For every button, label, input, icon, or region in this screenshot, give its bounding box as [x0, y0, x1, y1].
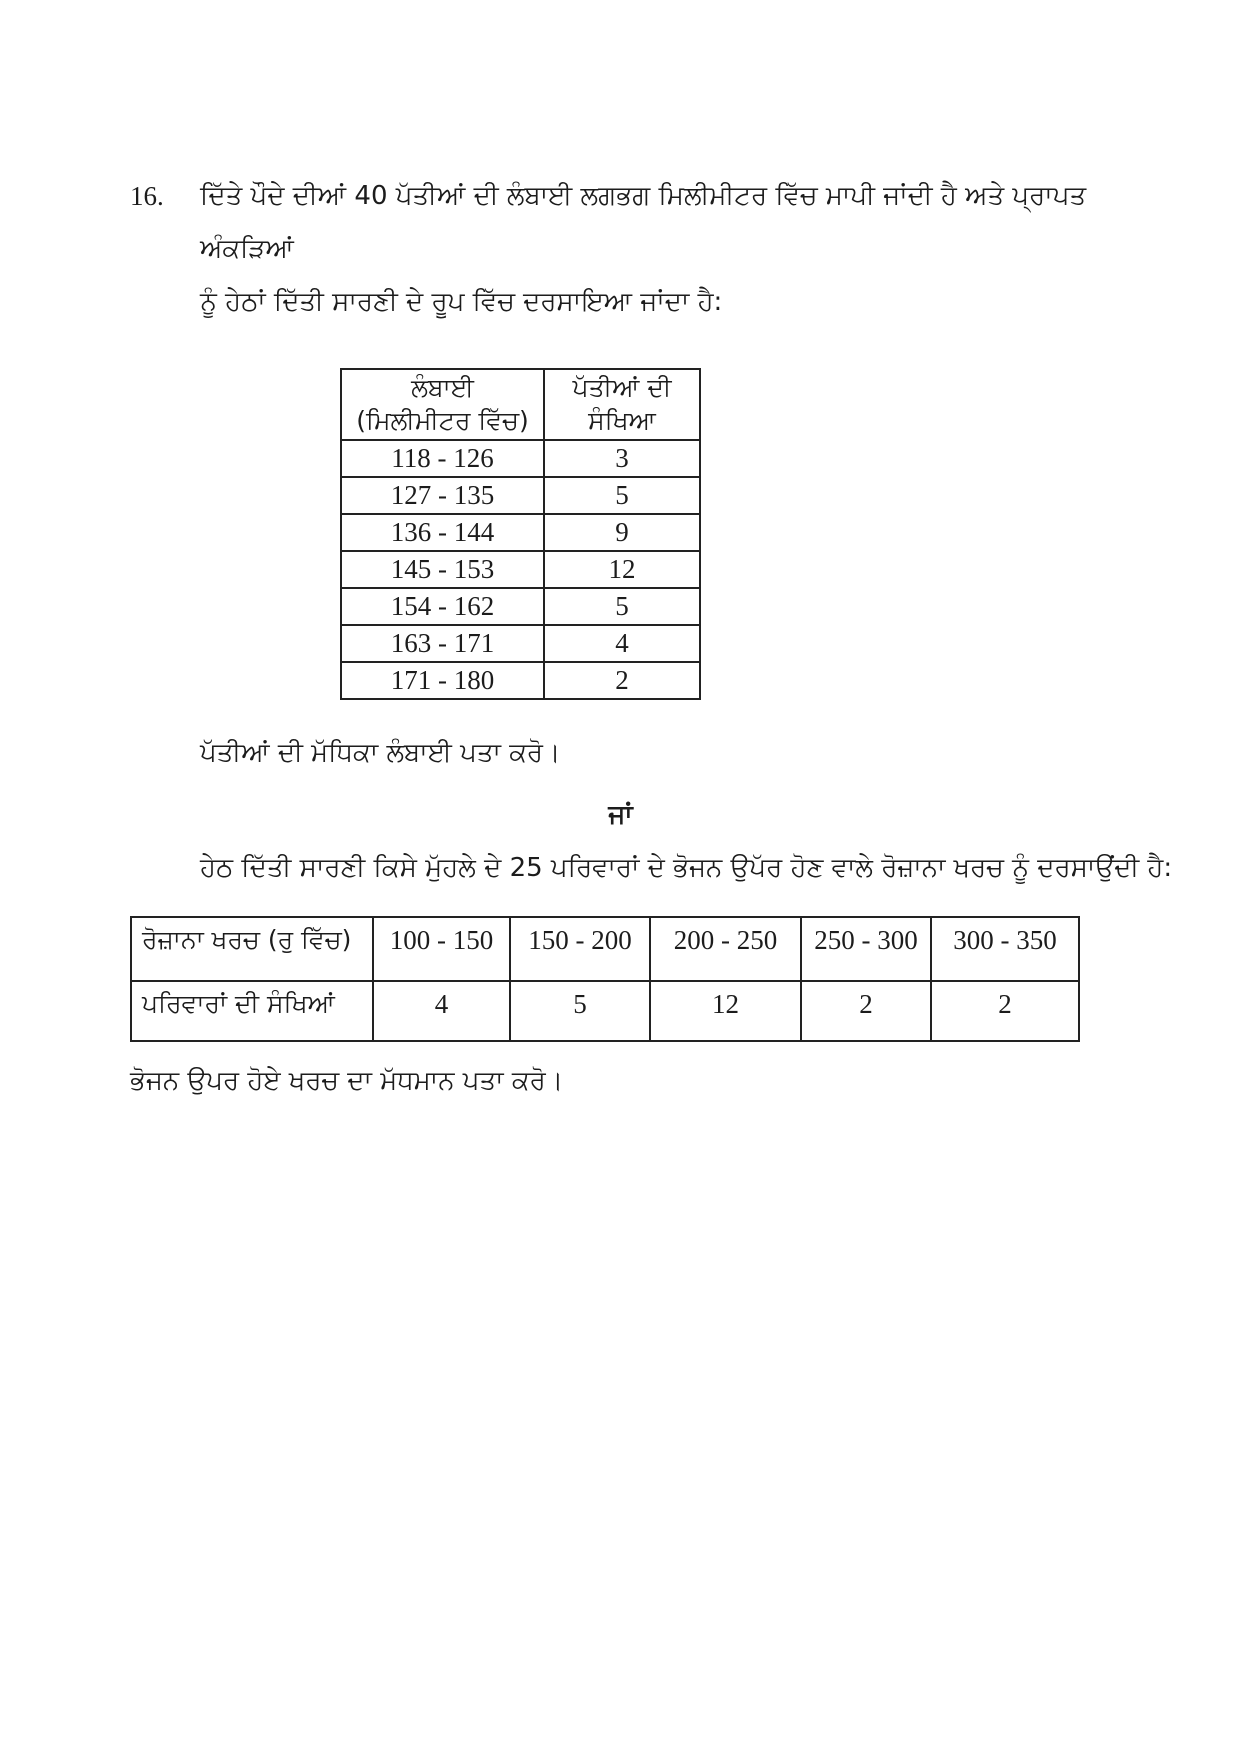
table-row: [341, 625, 700, 662]
header-length-line1: ਲੰਬਾਈ: [411, 373, 474, 402]
leaf-count: 9: [544, 514, 700, 551]
leaf-count: 4: [544, 625, 700, 662]
expense-range: 250 - 300: [801, 917, 931, 981]
header-leaf-count-line1: ਪੱਤੀਆਂ ਦੀ: [572, 373, 672, 402]
length-range: 136 - 144: [341, 514, 544, 551]
families-row-label: ਪਰਿਵਾਰਾਂ ਦੀ ਸੰਖਿਆਂ: [131, 981, 373, 1041]
length-range: 118 - 126: [341, 440, 544, 477]
header-length: [341, 369, 544, 440]
question-intro-line1: ਦਿੱਤੇ ਪੌਦੇ ਦੀਆਂ 40 ਪੱਤੀਆਂ ਦੀ ਲੰਬਾਈ ਲਗਭਗ ਮਿਲੀਮੀਟਰ ਵਿੱਚ ਮਾਪੀ ਜਾਂਦੀ ਹੈ ਅਤੇ ਪ੍ਰਾਪਤ ਅੰਕੜਿਆਂ: [200, 181, 1087, 264]
leaf-length-table: [340, 368, 701, 700]
table-row: [341, 662, 700, 699]
leaf-count: 12: [544, 551, 700, 588]
length-range: 171 - 180: [341, 662, 544, 699]
table-row: [341, 440, 700, 477]
leaf-count: 5: [544, 588, 700, 625]
question-number: 16.: [130, 181, 164, 211]
family-count: 2: [931, 981, 1079, 1041]
length-range: 145 - 153: [341, 551, 544, 588]
header-length-line2: (ਮਿਲੀਮੀਟਰ ਵਿੱਚ): [356, 406, 529, 435]
length-range: 127 - 135: [341, 477, 544, 514]
family-count: 4: [373, 981, 510, 1041]
header-leaf-count-line2: ਸੰਖਿਆ: [588, 406, 656, 435]
family-count: 2: [801, 981, 931, 1041]
median-prompt: ਪੱਤੀਆਂ ਦੀ ਮੱਧਿਕਾ ਲੰਬਾਈ ਪਤਾ ਕਰੋ।: [200, 738, 561, 768]
question-block: [130, 170, 1150, 329]
mean-prompt: ਭੋਜਨ ਉਪਰ ਹੋਏ ਖਰਚ ਦਾ ਮੱਧਮਾਨ ਪਤਾ ਕਰੋ।: [130, 1066, 564, 1096]
expense-range: 300 - 350: [931, 917, 1079, 981]
family-count: 5: [510, 981, 650, 1041]
question-intro: [200, 170, 1150, 329]
table-row: [341, 477, 700, 514]
or-label: ਜਾਂ: [608, 800, 633, 830]
table-row: [341, 551, 700, 588]
daily-expense-table: [130, 916, 1080, 1042]
or-intro: ਹੇਠ ਦਿੱਤੀ ਸਾਰਣੀ ਕਿਸੇ ਮੁੱਹਲੇ ਦੇ 25 ਪਰਿਵਾਰਾਂ ਦੇ ਭੋਜਨ ਉਪੱਰ ਹੋਣ ਵਾਲੇ ਰੋਜ਼ਾਨਾ ਖਰਚ ਨੂੰ ਦਰਸਾਉਂਦੀ ਹੈ:: [200, 853, 1173, 883]
table-row: [341, 588, 700, 625]
leaf-count: 5: [544, 477, 700, 514]
table-row-expense-ranges: [131, 917, 1079, 981]
header-leaf-count: [544, 369, 700, 440]
family-count: 12: [650, 981, 801, 1041]
expense-range: 150 - 200: [510, 917, 650, 981]
expense-range: 100 - 150: [373, 917, 510, 981]
length-range: 154 - 162: [341, 588, 544, 625]
leaf-count: 2: [544, 662, 700, 699]
table-row: [341, 514, 700, 551]
table-row-family-counts: [131, 981, 1079, 1041]
expense-range: 200 - 250: [650, 917, 801, 981]
question-intro-line2: ਨੂੰ ਹੇਠਾਂ ਦਿੱਤੀ ਸਾਰਣੀ ਦੇ ਰੂਪ ਵਿੱਚ ਦਰਸਾਇਆ ਜਾਂਦਾ ਹੈ:: [200, 287, 723, 317]
length-range: 163 - 171: [341, 625, 544, 662]
leaf-length-table-header: [341, 369, 700, 440]
leaf-count: 3: [544, 440, 700, 477]
expense-row-label: ਰੋਜ਼ਾਨਾ ਖਰਚ (ਰੁ ਵਿੱਚ): [131, 917, 373, 981]
